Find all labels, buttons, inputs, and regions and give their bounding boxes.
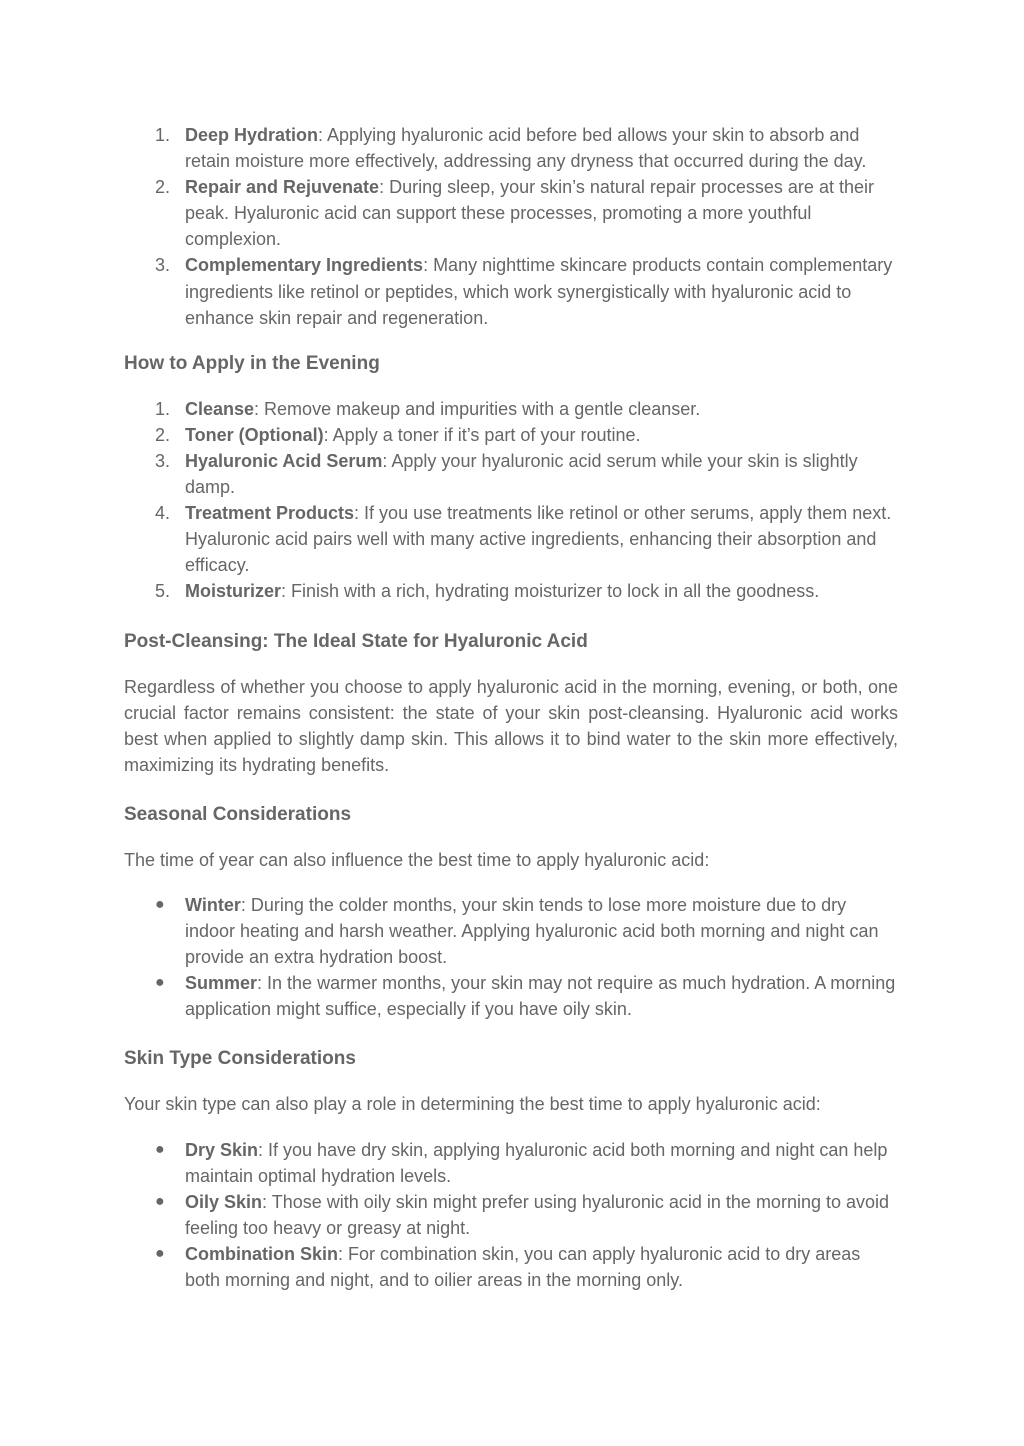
- list-item: [124, 252, 898, 330]
- list-item-text: : For combination skin, you can apply hyaluronic acid to dry areas both morning and night, and to oilier areas in the morning only.: [185, 1243, 861, 1290]
- seasonal-intro: The time of year can also influence the best time to apply hyaluronic acid:: [124, 849, 710, 870]
- list-item: [124, 174, 898, 252]
- list-item-term: Combination Skin: [185, 1243, 338, 1264]
- list-item-term: Winter: [185, 894, 241, 915]
- list-item-text: : Apply a toner if it’s part of your routine.: [323, 424, 641, 445]
- list-item: [124, 1137, 898, 1189]
- list-item-text: : Many nighttime skincare products contain complementary ingredients like retinol or peptides, which work synergistically with hyaluronic acid to enhance skin repair and regeneration.: [185, 255, 893, 328]
- list-item-text: : Those with oily skin might prefer using hyaluronic acid in the morning to avoid feeling too heavy or greasy at night.: [185, 1191, 890, 1238]
- seasonal-heading: Seasonal Considerations: [124, 803, 352, 825]
- list-number: 1.: [155, 398, 171, 419]
- list-item-text: : Finish with a rich, hydrating moisturizer to lock in all the goodness.: [281, 581, 820, 602]
- list-number: 3.: [155, 450, 171, 471]
- list-item: [124, 122, 898, 174]
- list-number: 3.: [155, 255, 171, 276]
- list-item-term: Cleanse: [185, 398, 255, 419]
- list-item: [124, 1189, 898, 1241]
- list-item: [124, 448, 898, 500]
- bullet-icon: ●: [155, 1192, 165, 1210]
- list-number: 4.: [155, 503, 171, 524]
- post-cleansing-heading: Post-Cleansing: The Ideal State for Hyaluronic Acid: [124, 630, 588, 652]
- list-number: 2.: [155, 177, 171, 198]
- list-item-term: Dry Skin: [185, 1139, 259, 1160]
- seasonal-list: [124, 892, 898, 1022]
- bullet-icon: ●: [155, 1244, 165, 1262]
- list-item-term: Summer: [185, 973, 258, 994]
- list-item-text: : Apply your hyaluronic acid serum while your skin is slightly damp.: [185, 450, 858, 498]
- list-item-term: Toner (Optional): [185, 424, 324, 445]
- skin-type-intro: Your skin type can also play a role in determining the best time to apply hyaluronic acid:: [124, 1094, 821, 1115]
- list-item-text: : During the colder months, your skin tends to lose more moisture due to dry indoor heating and harsh weather. Applying hyaluronic acid both morning and night can provide an extra hydration boost.: [185, 894, 879, 968]
- list-item: [124, 578, 898, 604]
- bullet-icon: ●: [155, 974, 165, 992]
- bullet-icon: ●: [155, 1140, 165, 1158]
- list-item-term: Repair and Rejuvenate: [185, 177, 380, 198]
- list-item-text: : During sleep, your skin’s natural repair processes are at their peak. Hyaluronic acid can support these processes, promoting a more youthful complexion.: [185, 177, 874, 250]
- list-item: [124, 892, 898, 970]
- list-item-text: : In the warmer months, your skin may not require as much hydration. A morning application might suffice, especially if you have oily skin.: [185, 973, 896, 1020]
- post-cleansing-paragraph: Regardless of whether you choose to apply hyaluronic acid in the morning, evening, or both, one crucial factor remains consistent: the state of your skin post-cleansing. Hyaluronic acid works best when applied to slightly damp skin. This allows it to bind water to the skin more effectively, maximizing its hydrating benefits.: [124, 676, 898, 775]
- list-item-text: : If you use treatments like retinol or other serums, apply them next. Hyaluronic acid pairs well with many active ingredients, enhancing their absorption and efficacy.: [185, 503, 892, 576]
- document-body: [124, 122, 898, 1293]
- list-item-term: Hyaluronic Acid Serum: [185, 450, 383, 471]
- list-item-text: : If you have dry skin, applying hyaluronic acid both morning and night can help maintain optimal hydration levels.: [185, 1139, 888, 1186]
- list-item: [124, 1241, 898, 1293]
- list-item-term: Complementary Ingredients: [185, 255, 424, 276]
- list-item-text: : Remove makeup and impurities with a gentle cleanser.: [254, 398, 701, 419]
- bullet-icon: ●: [155, 895, 165, 913]
- evening-steps-list: [124, 396, 898, 605]
- list-item: [124, 970, 898, 1022]
- evening-heading: How to Apply in the Evening: [124, 352, 380, 374]
- list-item: [124, 500, 898, 578]
- list-item-term: Deep Hydration: [185, 125, 319, 145]
- list-item-term: Oily Skin: [185, 1191, 263, 1212]
- nighttime-benefits-list: [124, 122, 898, 331]
- list-number: 2.: [155, 424, 171, 445]
- list-item: [124, 396, 898, 422]
- list-number: 5.: [155, 581, 171, 602]
- list-number: 1.: [155, 125, 171, 145]
- skin-type-heading: Skin Type Considerations: [124, 1048, 356, 1070]
- list-item: [124, 422, 898, 448]
- list-item-text: : Applying hyaluronic acid before bed allows your skin to absorb and retain moisture more effectively, addressing any dryness that occurred during the day.: [185, 125, 867, 172]
- list-item-term: Moisturizer: [185, 581, 282, 602]
- skin-type-list: [124, 1137, 898, 1294]
- list-item-term: Treatment Products: [185, 503, 355, 524]
